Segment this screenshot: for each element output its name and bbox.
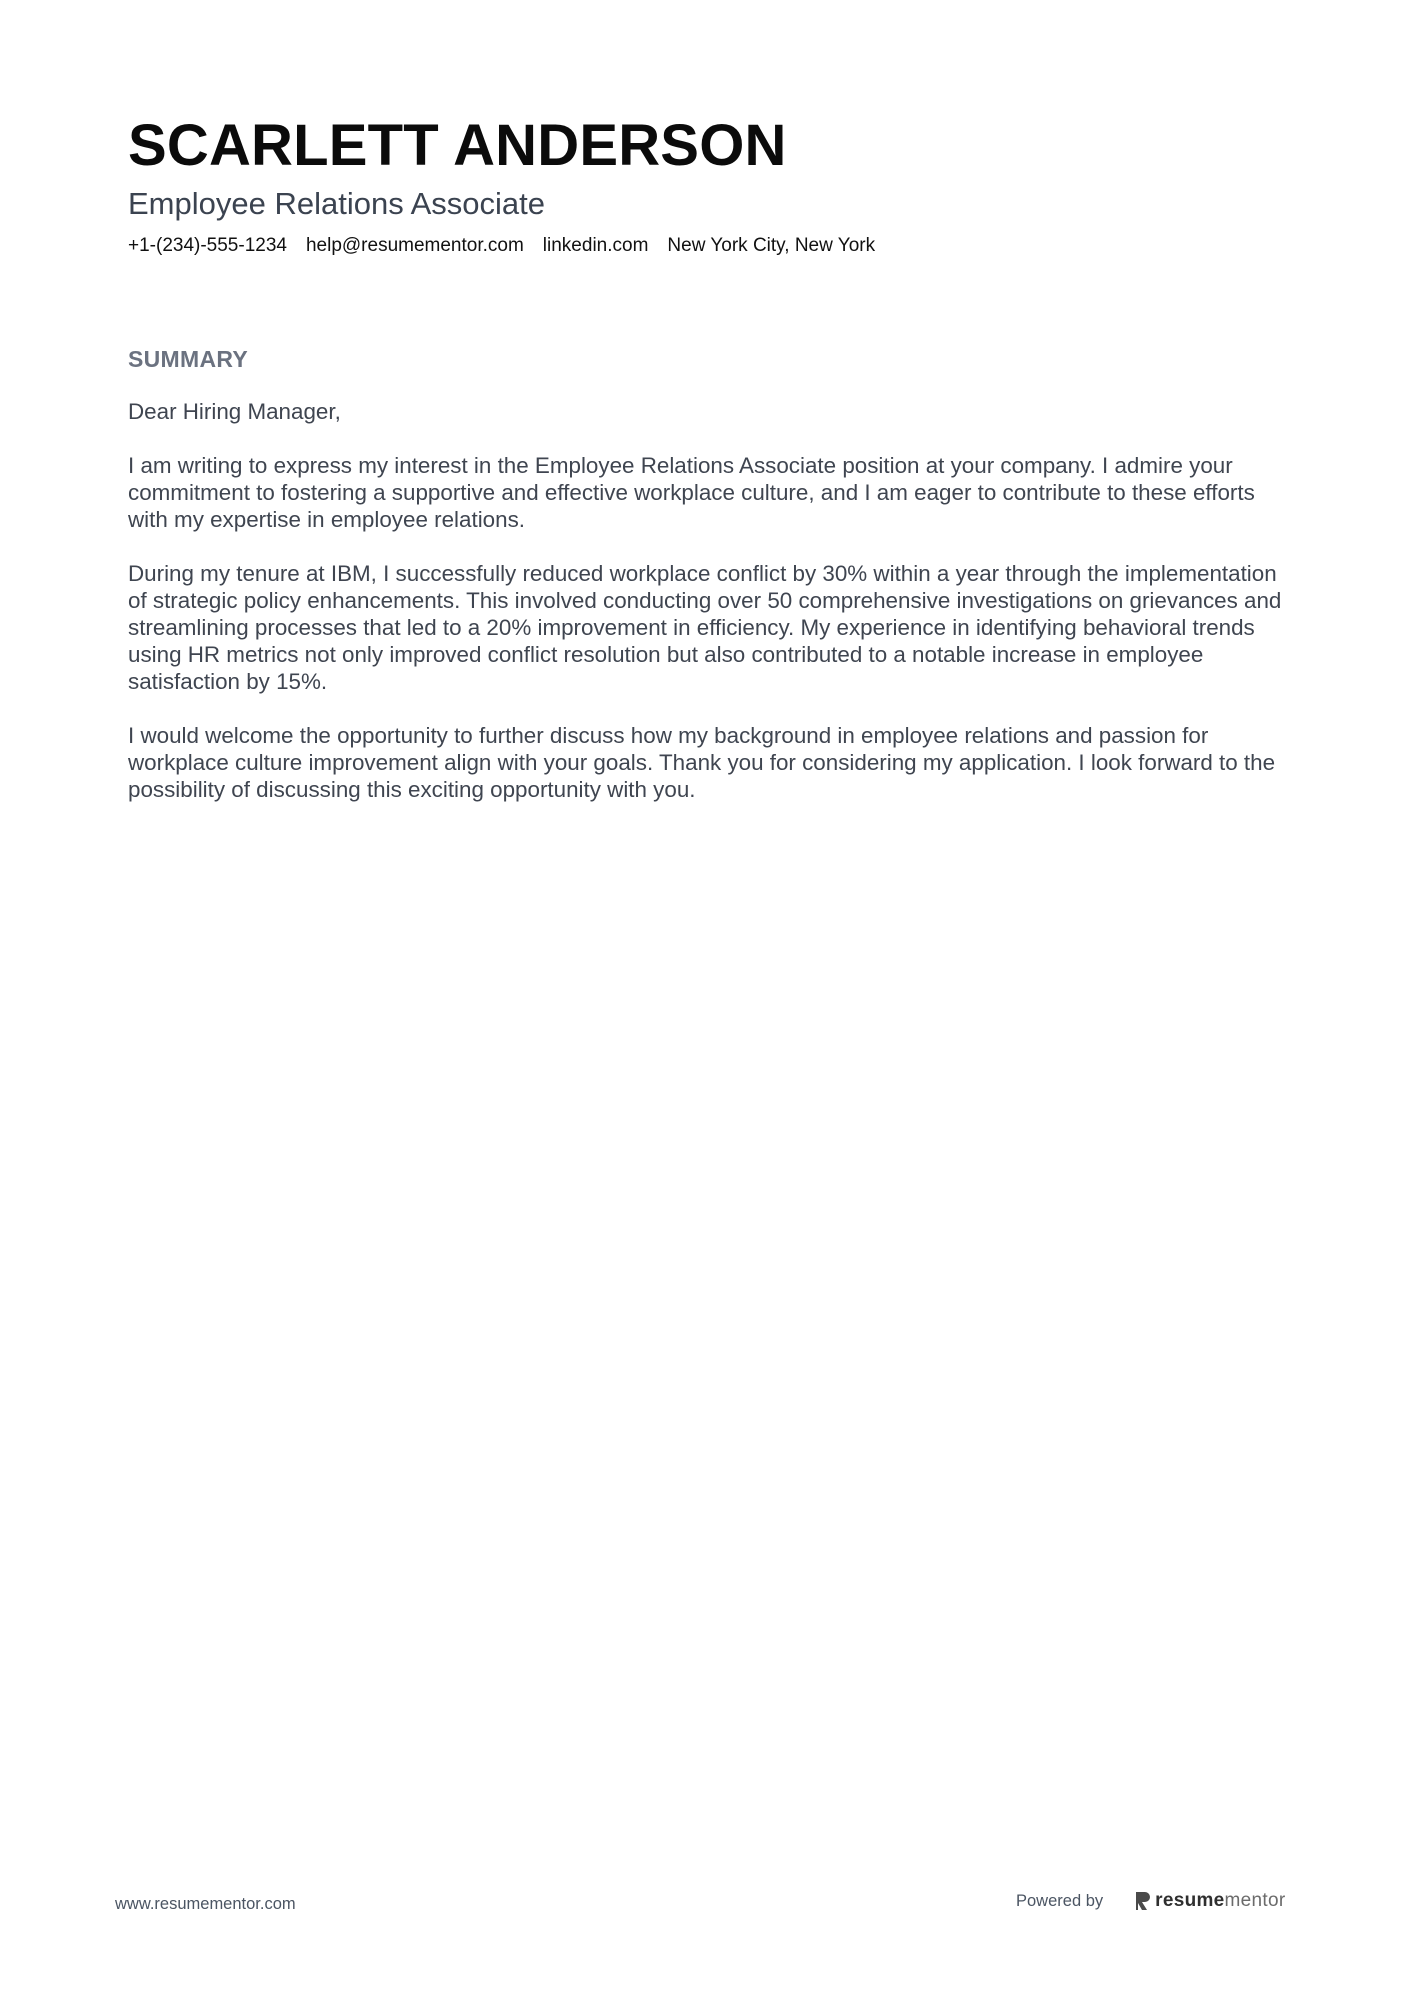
logo-text-bold: resume	[1155, 1890, 1225, 1911]
resumementor-logo-icon	[1133, 1890, 1151, 1912]
salutation: Dear Hiring Manager,	[128, 399, 341, 424]
paragraph-experience: During my tenure at IBM, I successfully reduced workplace conflict by 30% within a year through the implementation of strategic policy enhancements. This involved conducting over 50 comprehensive investigations on grievances and streamlining processes that led to a 20% improvement in efficiency. My experience in identifying behavioral trends using HR metrics not only improved conflict resolution but also contributed to a notable increase in employee satisfaction by 15%.	[128, 561, 1282, 694]
summary-heading: SUMMARY	[128, 346, 249, 372]
contact-linkedin[interactable]: linkedin.com	[542, 235, 649, 256]
contact-phone: +1-(234)-555-1234	[128, 235, 287, 256]
paragraph-intro: I am writing to express my interest in the Employee Relations Associate position at your company. I admire your commitment to fostering a supportive and effective workplace culture, and I am eager to contribute to these efforts with my expertise in employee relations.	[128, 453, 1255, 532]
contact-bar	[128, 233, 875, 259]
candidate-name: SCARLETT ANDERSON	[128, 113, 787, 178]
contact-email[interactable]: help@resumementor.com	[305, 235, 524, 256]
letter-body	[128, 398, 1288, 830]
contact-location: New York City, New York	[667, 235, 876, 256]
powered-by-label: Powered by	[1016, 1891, 1104, 1910]
paragraph-closing: I would welcome the opportunity to further discuss how my background in employee relations and passion for workplace culture improvement align with your goals. Thank you for considering my application. I look forward to the possibility of discussing this exciting opportunity with you.	[128, 723, 1276, 802]
footer-website[interactable]: www.resumementor.com	[115, 1895, 296, 1913]
resumementor-logo[interactable]	[1133, 1890, 1285, 1912]
footer-branding	[1016, 1888, 1285, 1914]
job-title: Employee Relations Associate	[128, 186, 546, 221]
logo-text-light: mentor	[1224, 1890, 1286, 1911]
